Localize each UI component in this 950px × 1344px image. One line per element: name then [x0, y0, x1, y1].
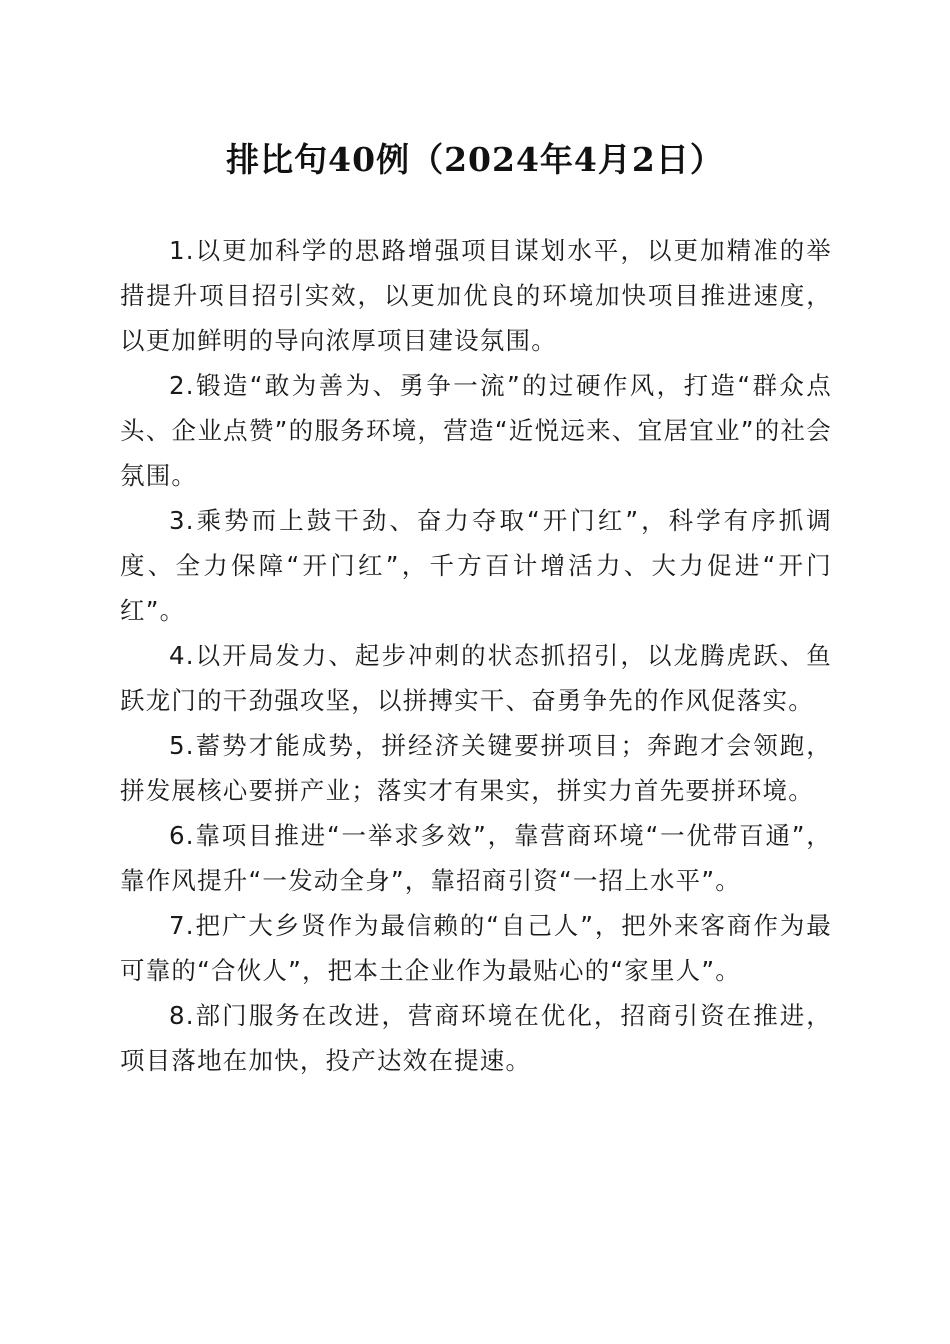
paragraph-7: 7.把广大乡贤作为最信赖的“自己人”，把外来客商作为最可靠的“合伙人”，把本土企业作为最贴心的“家里人”。	[120, 911, 832, 985]
paragraph-4: 4.以开局发力、起步冲刺的状态抓招引，以龙腾虎跃、鱼跃龙门的干劲强攻坚，以拼搏实干、奋勇争先的作风促落实。	[120, 641, 832, 715]
paragraph-3: 3.乘势而上鼓干劲、奋力夺取“开门红”，科学有序抓调度、全力保障“开门红”，千方百计增活力、大力促进“开门红”。	[120, 506, 832, 625]
paragraph-1: 1.以更加科学的思路增强项目谋划水平，以更加精准的举措提升项目招引实效，以更加优良的环境加快项目推进速度，以更加鲜明的导向浓厚项目建设氛围。	[120, 236, 832, 355]
paragraph-2: 2.锻造“敢为善为、勇争一流”的过硬作风，打造“群众点头、企业点赞”的服务环境，营造“近悦远来、宜居宜业”的社会氛围。	[120, 371, 832, 490]
paragraph-8: 8.部门服务在改进，营商环境在优化，招商引资在推进，项目落地在加快，投产达效在提速。	[120, 1001, 832, 1075]
document-body	[120, 228, 832, 1083]
paragraph-6: 6.靠项目推进“一举求多效”，靠营商环境“一优带百通”，靠作风提升“一发动全身”，靠招商引资“一招上水平”。	[120, 821, 832, 895]
paragraph-5: 5.蓄势才能成势，拼经济关键要拼项目；奔跑才会领跑，拼发展核心要拼产业；落实才有果实，拼实力首先要拼环境。	[120, 731, 832, 805]
document-title: 排比句40例（2024年4月2日）	[226, 140, 724, 179]
